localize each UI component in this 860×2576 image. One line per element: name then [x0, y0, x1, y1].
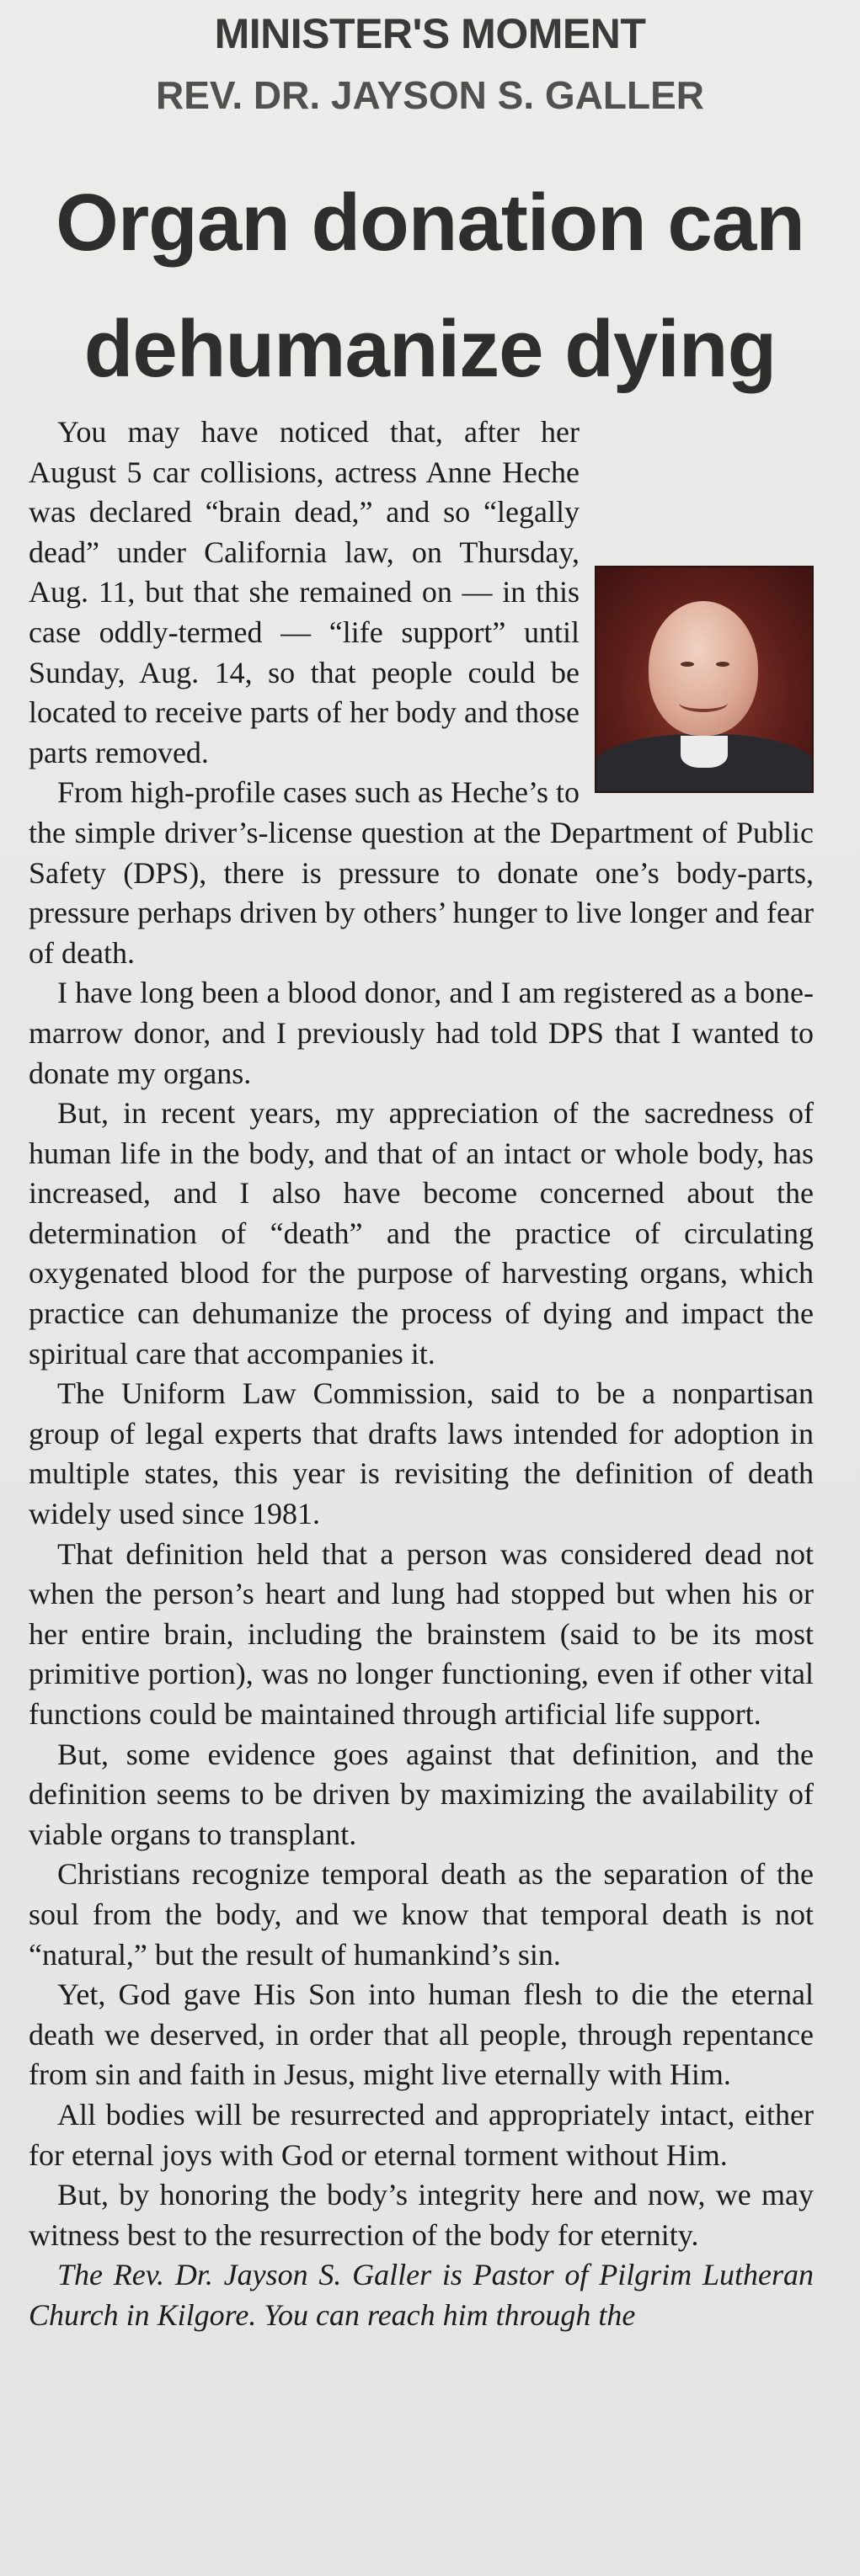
article-paragraph: You may have noticed that, after her August 5 car collisions, actress Anne Heche was declared “brain dead,” and so “legally dead” under California law, on Thursday, Aug. 11, but that she remained on — in this case oddly-termed — “life support” until Sunday, Aug. 14, so that people could be located to receive parts of her body and those parts removed. [29, 415, 580, 769]
headline-line-1: Organ donation can [56, 178, 804, 268]
article-paragraph: But, by honoring the body’s integrity here and now, we may witness best to the resurrection of the body for eternity. [29, 2178, 814, 2252]
article-paragraph: From high-profile cases such as Heche’s to the simple driver’s-license question at the Department of Public Safety (DPS), there is pressure to donate one’s body-parts, pressure perhaps driven by others’ hunger to live longer and fear of death. [29, 775, 814, 970]
author-byline: REV. DR. JAYSON S. GALLER [156, 73, 704, 117]
article-paragraph: I have long been a blood donor, and I am registered as a bone-marrow donor, and I previously had told DPS that I wanted to donate my organs. [29, 976, 814, 1090]
author-signature-note: The Rev. Dr. Jayson S. Galler is Pastor of Pilgrim Lutheran Church in Kilgore. You can reach him through the [29, 2258, 814, 2332]
portrait-eye-right [716, 662, 729, 667]
headline-line-2: dehumanize dying [83, 304, 777, 394]
article-paragraph: Yet, God gave His Son into human flesh to die the eternal death we deserved, in order that all people, through repentance from sin and faith in Jesus, might live eternally with Him. [29, 1977, 814, 2092]
author-portrait-photo [595, 566, 814, 793]
article-body [29, 412, 814, 2336]
portrait-eye-left [681, 662, 694, 667]
portrait-head [649, 601, 758, 736]
portrait-collar [681, 736, 728, 768]
article-paragraph: The Uniform Law Commission, said to be a nonpartisan group of legal experts that drafts laws intended for adoption in multiple states, this year is revisiting the definition of death widely used since 1981. [29, 1376, 814, 1531]
article-headline [0, 160, 860, 412]
article-paragraph: But, some evidence goes against that definition, and the definition seems to be driven by maximizing the availability of viable organs to transplant. [29, 1737, 814, 1851]
column-kicker: MINISTER'S MOMENT [214, 10, 646, 57]
article-paragraph: But, in recent years, my appreciation of the sacredness of human life in the body, and that of an intact or whole body, has increased, and I also have become concerned about the determination of “death” and the practice of circulating oxygenated blood for the purpose of harvesting organs, which practice can dehumanize the process of dying and impact the spiritual care that accompanies it. [29, 1096, 814, 1370]
article-paragraph: That definition held that a person was considered dead not when the person’s heart and lung had stopped but when his or her entire brain, including the brainstem (said to be its most primitive portion), was no longer functioning, even if other vital functions could be maintained through artificial life support. [29, 1536, 814, 1731]
article-paragraph: Christians recognize temporal death as the separation of the soul from the body, and we know that temporal death is not “natural,” but the result of humankind’s sin. [29, 1857, 814, 1972]
portrait-smile [679, 694, 728, 712]
article-paragraph: All bodies will be resurrected and appropriately intact, either for eternal joys with God or eternal torment without Him. [29, 2097, 814, 2172]
